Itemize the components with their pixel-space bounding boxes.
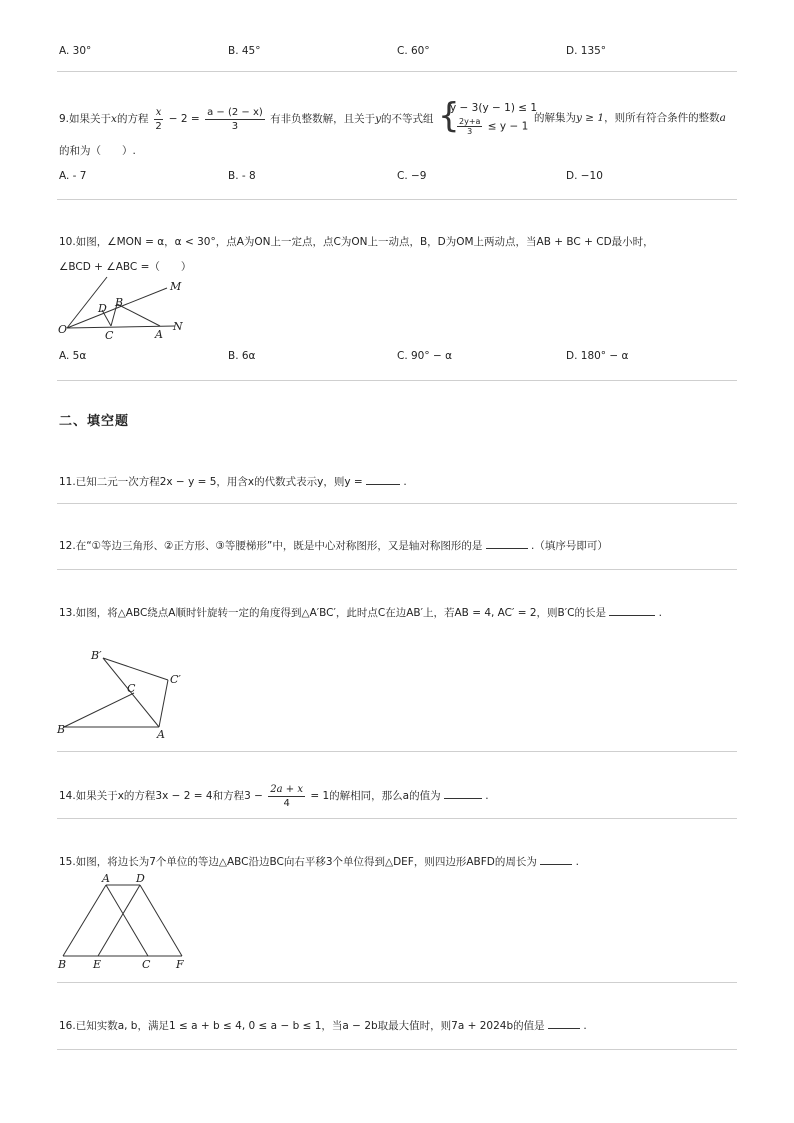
q9-frac2: $\frac{a - (2 - x)}{3}$ bbox=[207, 106, 263, 132]
q12-answer-blank[interactable] bbox=[486, 537, 528, 549]
q11-text: 11.已知二元一次方程2x − y = 5，用含x的代数式表示y，则y = bbox=[59, 476, 363, 488]
q10-option-a[interactable]: A. 5α bbox=[59, 350, 87, 362]
q12-text: 12.在“①等边三角形、②正方形、③等腰梯形”中，既是中心对称图形，又是轴对称图形的是 bbox=[59, 540, 483, 552]
q9-ineq1: y − 3(y − 1) ≤ 1 bbox=[450, 102, 538, 114]
q9-text2: 有非负整数解，且关于 bbox=[270, 113, 376, 125]
q10-label-m: M bbox=[170, 280, 182, 293]
q8-option-d[interactable]: D. 135° bbox=[566, 45, 607, 57]
q13-label-a: A bbox=[157, 728, 165, 740]
q10-label-b: B bbox=[115, 296, 124, 309]
q9-var-x: x bbox=[111, 113, 117, 125]
q11-end: . bbox=[403, 476, 407, 488]
q9-cond: y ≥ 1 bbox=[576, 112, 605, 124]
q9-ineq2: $\frac{2y+a}{3}$ ≤ y − 1 bbox=[459, 117, 529, 136]
q10-option-d[interactable]: D. 180° − α bbox=[566, 350, 629, 362]
q10-label-a: A bbox=[155, 328, 163, 341]
q9-text1: 的方程 bbox=[116, 113, 149, 125]
q13-end: . bbox=[658, 607, 662, 619]
q9-text5: ，则所有符合条件的整数 bbox=[604, 112, 720, 124]
q10-option-c[interactable]: C. 90° − α bbox=[397, 350, 453, 362]
q10-text: 10.如图，∠MON = α，α < 30°，点A为ON上一定点，点C为ON上一动点，B，D为OM上两动点，当AB + BC + CD最小时， bbox=[59, 236, 654, 248]
q15-figure bbox=[55, 870, 195, 974]
q15-answer-blank[interactable] bbox=[540, 853, 572, 865]
q9-option-b[interactable]: B. - 8 bbox=[228, 170, 256, 182]
question-14 bbox=[59, 781, 489, 811]
divider bbox=[57, 751, 737, 752]
q9-var-a: a bbox=[719, 112, 726, 124]
section-title: 二、填空题 bbox=[59, 414, 130, 429]
q14-text2: = 1的解相同，那么a的值为 bbox=[310, 790, 441, 802]
q10-label-c: C bbox=[105, 329, 114, 342]
question-11 bbox=[59, 473, 407, 489]
q10-option-b[interactable]: B. 6α bbox=[228, 350, 256, 362]
q13-text: 13.如图，将△ABC绕点A顺时针旋转一定的角度得到△A′BC′，此时点C在边AB′上，若AB = 4, AC′ = 2，则B′C的长是 bbox=[59, 607, 606, 619]
q13-label-bprime: B′ bbox=[91, 649, 102, 662]
q9-text3: 的不等式组 bbox=[381, 113, 434, 125]
q16-end: . bbox=[583, 1020, 587, 1032]
q9-option-c[interactable]: C. −9 bbox=[397, 170, 427, 182]
q10-figure bbox=[55, 276, 190, 342]
q8-option-a[interactable]: A. 30° bbox=[59, 45, 92, 57]
q15-label-f: F bbox=[176, 958, 184, 971]
q14-end: . bbox=[485, 790, 489, 802]
q15-label-c: C bbox=[142, 958, 151, 971]
divider bbox=[57, 380, 737, 381]
divider bbox=[57, 503, 737, 504]
divider bbox=[57, 1049, 737, 1050]
question-16 bbox=[59, 1017, 587, 1033]
q9-option-a[interactable]: A. - 7 bbox=[59, 170, 87, 182]
q8-option-c[interactable]: C. 60° bbox=[397, 45, 430, 57]
q15-end: . bbox=[575, 856, 579, 868]
q9-text4: 的解集为 bbox=[534, 112, 576, 124]
q10-label-n: N bbox=[173, 320, 183, 333]
q15-text: 15.如图，将边长为7个单位的等边△ABC沿边BC向右平移3个单位得到△DEF，则四边形ABFD的周长为 bbox=[59, 856, 537, 868]
q13-label-c: C bbox=[127, 682, 136, 695]
q9-brace: { bbox=[438, 96, 460, 136]
q13-label-cprime: C′ bbox=[170, 673, 181, 686]
q8-option-b[interactable]: B. 45° bbox=[228, 45, 261, 57]
q15-label-a: A bbox=[102, 872, 110, 885]
q9-option-d[interactable]: D. −10 bbox=[566, 170, 603, 182]
q14-frac: $\frac{2a + x}{4}$ bbox=[270, 783, 303, 809]
q15-label-b: B bbox=[58, 958, 67, 971]
q16-text: 16.已知实数a, b，满足1 ≤ a + b ≤ 4, 0 ≤ a − b ≤ 1，当a − 2b取最大值时，则7a + 2024b的值是 bbox=[59, 1020, 545, 1032]
q13-figure bbox=[55, 645, 190, 740]
divider bbox=[57, 818, 737, 819]
divider bbox=[57, 982, 737, 983]
q9-frac1: $\frac{x}{2}$ bbox=[155, 106, 162, 132]
q13-answer-blank[interactable] bbox=[609, 604, 655, 616]
q15-label-d: D bbox=[136, 872, 145, 885]
q13-label-b: B bbox=[57, 723, 66, 736]
q10-line2: ∠BCD + ∠ABC =（ ） bbox=[59, 261, 192, 273]
q15-label-e: E bbox=[93, 958, 102, 971]
q9-var-y: y bbox=[375, 113, 382, 125]
q10-label-d: D bbox=[98, 302, 107, 315]
q9-line2: 的和为（ ）. bbox=[59, 145, 136, 157]
q12-end: .（填序号即可） bbox=[531, 540, 608, 552]
divider bbox=[57, 569, 737, 570]
question-12 bbox=[59, 537, 608, 553]
q9-prefix: 9.如果关于 bbox=[59, 113, 112, 125]
q14-text1: 14.如果关于x的方程3x − 2 = 4和方程3 − bbox=[59, 790, 263, 802]
q10-label-o: O bbox=[58, 323, 68, 336]
q11-answer-blank[interactable] bbox=[366, 473, 400, 485]
q16-answer-blank[interactable] bbox=[548, 1017, 580, 1029]
divider bbox=[57, 71, 737, 72]
q9-minus2: − 2 = bbox=[168, 113, 200, 125]
divider bbox=[57, 199, 737, 200]
q14-answer-blank[interactable] bbox=[444, 787, 482, 799]
